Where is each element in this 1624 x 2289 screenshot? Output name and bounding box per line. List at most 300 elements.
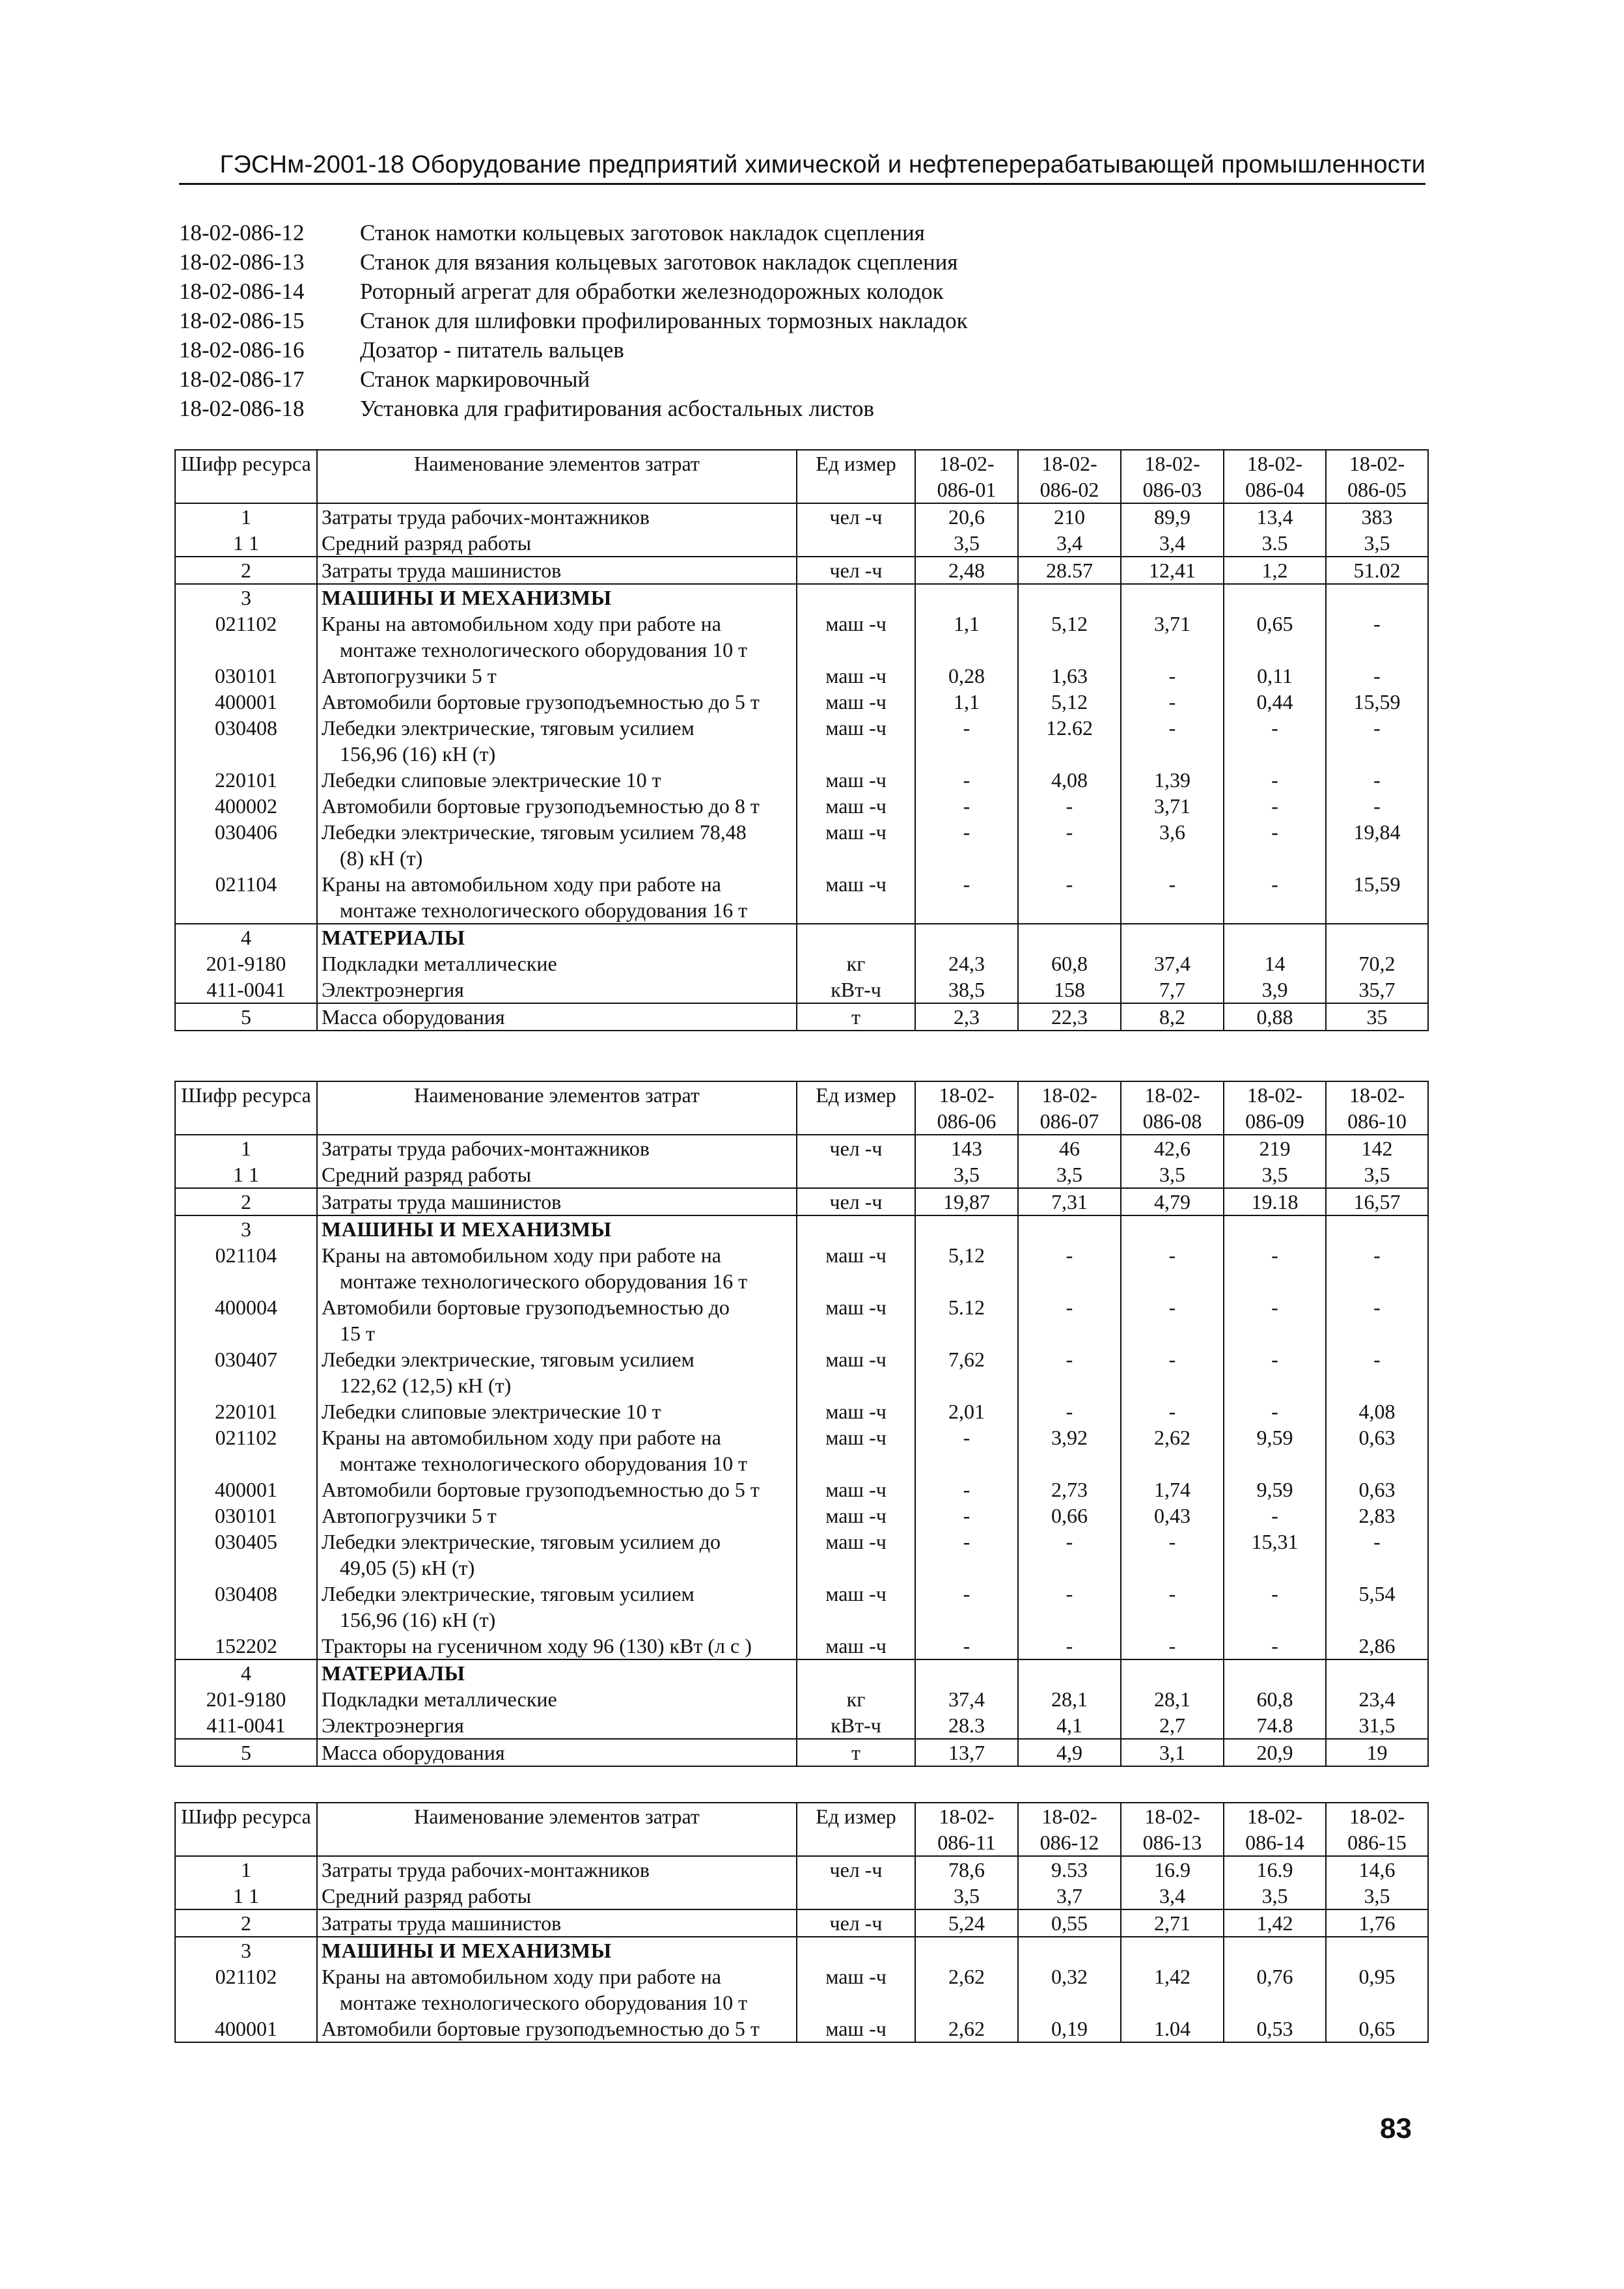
header-column-code-line: 18-02- (1349, 1083, 1405, 1107)
row-value: 0,43 (1121, 1503, 1224, 1529)
row-value: 20,9 (1224, 1739, 1326, 1766)
header-column-code (1018, 1803, 1121, 1856)
row-code: 2 (175, 557, 317, 584)
row-unit: маш -ч (797, 1633, 915, 1659)
row-name-continuation: монтаже технологического оборудования 10 т (340, 1452, 748, 1475)
table-row (175, 871, 1428, 924)
row-value: - (1018, 793, 1121, 819)
row-value (1224, 1215, 1326, 1242)
row-name-line: Автопогрузчики 5 т (322, 664, 497, 687)
row-value: 0,53 (1224, 2016, 1326, 2042)
row-value: 8,2 (1121, 1003, 1224, 1031)
row-unit (797, 1883, 915, 1909)
row-value: - (1018, 1529, 1121, 1581)
header-column-code-line: 18-02- (1041, 452, 1097, 475)
row-name-line: Лебедки электрические, тяговым усилием (322, 1348, 695, 1371)
row-value: 158 (1018, 977, 1121, 1003)
row-value: - (1224, 1242, 1326, 1294)
row-unit: маш -ч (797, 767, 915, 793)
row-value: 1,1 (915, 611, 1018, 663)
row-name-line: МАШИНЫ И МЕХАНИЗМЫ (322, 1217, 612, 1241)
row-value: 37,4 (1121, 950, 1224, 977)
row-value (1018, 1215, 1121, 1242)
row-value: 15,59 (1326, 871, 1428, 924)
row-value: 2,62 (915, 1963, 1018, 2016)
row-name-line: Краны на автомобильном ходу при работе на (322, 1243, 721, 1267)
row-name (317, 1686, 797, 1712)
row-name-line: Масса оборудования (322, 1005, 505, 1029)
row-value: - (915, 715, 1018, 767)
row-value: 12,41 (1121, 557, 1224, 584)
row-value: 28,1 (1121, 1686, 1224, 1712)
list-item-text: Дозатор - питатель вальцев (360, 337, 624, 363)
row-code: 400001 (175, 2016, 317, 2042)
header-column-code (1018, 1081, 1121, 1135)
row-value: 1,2 (1224, 557, 1326, 584)
header-column-code-line: 18-02- (1041, 1805, 1097, 1828)
table-header-row (175, 1081, 1428, 1135)
row-value: 1,74 (1121, 1477, 1224, 1503)
list-item-code: 18-02-086-13 (179, 249, 305, 275)
header-column-code-line: 086-07 (1039, 1109, 1099, 1133)
header-column-code-line: 086-14 (1245, 1831, 1304, 1854)
row-value (1224, 924, 1326, 950)
row-name (317, 1529, 797, 1581)
row-value: 78,6 (915, 1856, 1018, 1883)
row-value: 3,71 (1121, 793, 1224, 819)
row-unit (797, 1937, 915, 1963)
row-value: 19 (1326, 1739, 1428, 1766)
row-value: 60,8 (1224, 1686, 1326, 1712)
row-value: 0,76 (1224, 1963, 1326, 2016)
row-value (1121, 1215, 1224, 1242)
row-unit (797, 530, 915, 557)
row-value: 15,59 (1326, 689, 1428, 715)
header-code: Шифр ресурса (175, 1803, 317, 1856)
row-value: 143 (915, 1135, 1018, 1161)
row-value: - (1121, 1529, 1224, 1581)
section-row (175, 1215, 1428, 1242)
row-name-line: Затраты труда машинистов (322, 1911, 562, 1935)
row-value: 3.5 (1224, 530, 1326, 557)
row-value: 13,4 (1224, 503, 1326, 530)
row-value: 5,24 (915, 1909, 1018, 1937)
table-row (175, 1856, 1428, 1883)
row-unit: чел -ч (797, 503, 915, 530)
table-row (175, 1712, 1428, 1739)
row-value: 51.02 (1326, 557, 1428, 584)
row-name-line: Затраты труда рабочих-монтажников (322, 505, 650, 529)
table-row (175, 1294, 1428, 1346)
row-unit (797, 1215, 915, 1242)
row-value: 9,59 (1224, 1424, 1326, 1477)
header-column-code-line: 18-02- (939, 1805, 995, 1828)
row-value: - (1326, 767, 1428, 793)
row-value (1224, 584, 1326, 611)
row-name (317, 1161, 797, 1188)
header-column-code (1326, 1803, 1428, 1856)
row-value: - (1224, 1503, 1326, 1529)
row-value: 0,66 (1018, 1503, 1121, 1529)
row-name (317, 1581, 797, 1633)
row-value: 142 (1326, 1135, 1428, 1161)
row-unit: маш -ч (797, 871, 915, 924)
row-unit: маш -ч (797, 1529, 915, 1581)
row-value: 4,9 (1018, 1739, 1121, 1766)
table-row (175, 715, 1428, 767)
row-code: 1 (175, 503, 317, 530)
row-value: - (1326, 1242, 1428, 1294)
row-value: - (1326, 1346, 1428, 1398)
row-value: 16.9 (1224, 1856, 1326, 1883)
resource-table-2 (174, 1081, 1429, 1767)
row-value: 0,65 (1224, 611, 1326, 663)
table-row (175, 1003, 1428, 1031)
section-row (175, 584, 1428, 611)
row-name-line: Подкладки металлические (322, 952, 557, 975)
header-name: Наименование элементов затрат (317, 450, 797, 503)
row-value (1326, 1937, 1428, 1963)
row-value: 7,7 (1121, 977, 1224, 1003)
row-value: 3,6 (1121, 819, 1224, 871)
header-column-code (1018, 450, 1121, 503)
row-unit: маш -ч (797, 1963, 915, 2016)
row-value: 2,62 (1121, 1424, 1224, 1477)
row-value: 1.04 (1121, 2016, 1224, 2042)
header-column-code (1326, 450, 1428, 503)
row-name-continuation: монтаже технологического оборудования 10 т (340, 638, 748, 661)
header-column-code-line: 18-02- (939, 1083, 995, 1107)
row-value: - (1224, 715, 1326, 767)
row-value: - (1326, 611, 1428, 663)
row-value: 5,12 (1018, 689, 1121, 715)
row-value: 5,12 (915, 1242, 1018, 1294)
row-name (317, 950, 797, 977)
row-name (317, 1477, 797, 1503)
row-name-line: МАШИНЫ И МЕХАНИЗМЫ (322, 586, 612, 609)
row-value: 0,65 (1326, 2016, 1428, 2042)
table-row (175, 1529, 1428, 1581)
row-value: - (1326, 663, 1428, 689)
row-value: 19,84 (1326, 819, 1428, 871)
header-column-code-line: 086-02 (1039, 478, 1099, 501)
row-value: 0,32 (1018, 1963, 1121, 2016)
table-row (175, 2016, 1428, 2042)
row-value (1326, 1659, 1428, 1686)
row-unit (797, 924, 915, 950)
row-value: 0,19 (1018, 2016, 1121, 2042)
row-unit: маш -ч (797, 663, 915, 689)
table-row (175, 1346, 1428, 1398)
row-name (317, 1937, 797, 1963)
row-value: 0,88 (1224, 1003, 1326, 1031)
row-value: 46 (1018, 1135, 1121, 1161)
row-name (317, 1215, 797, 1242)
row-name (317, 1294, 797, 1346)
row-value: - (915, 819, 1018, 871)
row-value: - (1326, 1294, 1428, 1346)
row-name (317, 503, 797, 530)
page-number: 83 (1380, 2113, 1412, 2144)
list-item (179, 394, 968, 423)
row-value (1018, 1937, 1121, 1963)
table-row (175, 1909, 1428, 1937)
row-unit: кВт-ч (797, 1712, 915, 1739)
row-name (317, 1003, 797, 1031)
header-column-code-line: 086-01 (937, 478, 997, 501)
row-value: 3,4 (1018, 530, 1121, 557)
row-value: 24,3 (915, 950, 1018, 977)
row-value: 3,5 (1326, 530, 1428, 557)
row-value: 16,57 (1326, 1188, 1428, 1215)
row-name (317, 1424, 797, 1477)
row-value: - (1018, 1294, 1121, 1346)
row-value: 2,3 (915, 1003, 1018, 1031)
list-item-text: Установка для графитирования асбостальных листов (360, 396, 875, 421)
row-value: 1,63 (1018, 663, 1121, 689)
table-row (175, 1242, 1428, 1294)
row-value: - (1326, 793, 1428, 819)
row-value: - (1121, 1398, 1224, 1424)
row-value: - (1224, 819, 1326, 871)
row-value: 3,5 (1224, 1883, 1326, 1909)
row-value: 3,92 (1018, 1424, 1121, 1477)
table-row (175, 1398, 1428, 1424)
row-value: 0,11 (1224, 663, 1326, 689)
row-value (1121, 1937, 1224, 1963)
row-code: 411-0041 (175, 1712, 317, 1739)
table-header-row (175, 450, 1428, 503)
row-unit: маш -ч (797, 793, 915, 819)
table-row (175, 977, 1428, 1003)
row-value: 28.57 (1018, 557, 1121, 584)
header-column-code-line: 086-10 (1347, 1109, 1407, 1133)
row-unit: т (797, 1739, 915, 1766)
row-name-line: Средний разряд работы (322, 1163, 532, 1186)
row-unit: маш -ч (797, 689, 915, 715)
row-unit: чел -ч (797, 1909, 915, 1937)
row-value: 4,08 (1326, 1398, 1428, 1424)
row-value: - (1224, 871, 1326, 924)
table-row (175, 663, 1428, 689)
table-row (175, 557, 1428, 584)
header-name: Наименование элементов затрат (317, 1081, 797, 1135)
row-name-continuation: монтаже технологического оборудования 16 т (340, 898, 748, 922)
row-value: - (1121, 663, 1224, 689)
row-value: 3,7 (1018, 1883, 1121, 1909)
header-column-code (1121, 1803, 1224, 1856)
header-column-code-line: 18-02- (1246, 1805, 1303, 1828)
header-column-code (915, 1803, 1018, 1856)
row-name (317, 557, 797, 584)
row-code: 1 1 (175, 1883, 317, 1909)
table-row (175, 689, 1428, 715)
row-value: - (1018, 1242, 1121, 1294)
table-row (175, 1739, 1428, 1766)
row-name (317, 924, 797, 950)
row-value: - (1224, 1398, 1326, 1424)
row-value: 74.8 (1224, 1712, 1326, 1739)
row-code: 021104 (175, 871, 317, 924)
row-value: - (915, 1581, 1018, 1633)
row-value: 35 (1326, 1003, 1428, 1031)
row-unit (797, 1659, 915, 1686)
row-name-line: Электроэнергия (322, 978, 464, 1001)
row-name (317, 1909, 797, 1937)
row-value: 0,55 (1018, 1909, 1121, 1937)
row-name-line: Электроэнергия (322, 1713, 464, 1737)
row-value: 1,1 (915, 689, 1018, 715)
row-value: 2,48 (915, 557, 1018, 584)
row-unit: маш -ч (797, 1424, 915, 1477)
row-value: - (1121, 715, 1224, 767)
row-value: - (915, 1633, 1018, 1659)
row-unit: маш -ч (797, 1477, 915, 1503)
section-row (175, 1659, 1428, 1686)
row-value: - (1121, 871, 1224, 924)
list-item (179, 247, 968, 277)
row-name (317, 1346, 797, 1398)
header-column-code-line: 18-02- (939, 452, 995, 475)
row-code: 1 (175, 1856, 317, 1883)
row-name-continuation: монтаже технологического оборудования 10 т (340, 1991, 748, 2014)
row-value: 3,5 (1224, 1161, 1326, 1188)
header-column-code-line: 18-02- (1349, 1805, 1405, 1828)
row-value (1326, 584, 1428, 611)
row-value: - (915, 871, 1018, 924)
row-value (1121, 1659, 1224, 1686)
row-code: 021104 (175, 1242, 317, 1294)
row-value: 19,87 (915, 1188, 1018, 1215)
row-value: 14 (1224, 950, 1326, 977)
row-unit: маш -ч (797, 1581, 915, 1633)
row-unit: т (797, 1003, 915, 1031)
row-value: - (915, 793, 1018, 819)
row-value (915, 1937, 1018, 1963)
header-column-code-line: 18-02- (1041, 1083, 1097, 1107)
row-value: 42,6 (1121, 1135, 1224, 1161)
row-value: 2,71 (1121, 1909, 1224, 1937)
resource-table-1 (174, 449, 1429, 1031)
row-value: 2,86 (1326, 1633, 1428, 1659)
row-unit: маш -ч (797, 611, 915, 663)
row-name-line: Автомобили бортовые грузоподъемностью до 5 т (322, 2017, 760, 2040)
row-name (317, 1135, 797, 1161)
row-value: 3,5 (915, 1161, 1018, 1188)
table-row (175, 503, 1428, 530)
row-value: 19.18 (1224, 1188, 1326, 1215)
row-code: 3 (175, 584, 317, 611)
row-value: - (1121, 1346, 1224, 1398)
row-value: 7,31 (1018, 1188, 1121, 1215)
row-value: - (1018, 871, 1121, 924)
header-column-code (1121, 1081, 1224, 1135)
table-header-row (175, 1803, 1428, 1856)
row-value: 2,7 (1121, 1712, 1224, 1739)
table-row (175, 1581, 1428, 1633)
row-value: 2,62 (915, 2016, 1018, 2042)
header-column-code (915, 450, 1018, 503)
row-value: - (1224, 1581, 1326, 1633)
table-row (175, 1883, 1428, 1909)
row-value: 4,1 (1018, 1712, 1121, 1739)
row-unit: чел -ч (797, 557, 915, 584)
row-code: 4 (175, 1659, 317, 1686)
row-value: - (1121, 1633, 1224, 1659)
row-code: 030405 (175, 1529, 317, 1581)
row-code: 030407 (175, 1346, 317, 1398)
row-unit (797, 584, 915, 611)
header-column-code-line: 086-03 (1142, 478, 1202, 501)
row-code: 2 (175, 1909, 317, 1937)
row-name-line: Средний разряд работы (322, 531, 532, 555)
row-value: - (1224, 1633, 1326, 1659)
row-value: 0,63 (1326, 1424, 1428, 1477)
row-code: 2 (175, 1188, 317, 1215)
list-item-text: Станок маркировочный (360, 367, 590, 392)
row-name (317, 819, 797, 871)
header-column-code-line: 086-12 (1039, 1831, 1099, 1854)
row-unit (797, 1161, 915, 1188)
row-value (1326, 924, 1428, 950)
row-value: 3,5 (915, 1883, 1018, 1909)
row-name (317, 663, 797, 689)
row-value: 4,08 (1018, 767, 1121, 793)
row-value: - (1018, 1633, 1121, 1659)
row-value: 383 (1326, 503, 1428, 530)
header-column-code-line: 18-02- (1144, 1805, 1200, 1828)
row-name-line: Тракторы на гусеничном ходу 96 (130) кВт (л с ) (322, 1634, 752, 1658)
row-code: 400001 (175, 689, 317, 715)
row-name-line: МАТЕРИАЛЫ (322, 1661, 465, 1685)
row-name (317, 611, 797, 663)
row-value: 14,6 (1326, 1856, 1428, 1883)
row-name-line: Средний разряд работы (322, 1884, 532, 1908)
row-name-line: Лебедки электрические, тяговым усилием до (322, 1530, 721, 1553)
header-column-code (1224, 1803, 1326, 1856)
row-code: 201-9180 (175, 950, 317, 977)
table-row (175, 1477, 1428, 1503)
row-value: - (1018, 819, 1121, 871)
header-unit: Ед измер (797, 450, 915, 503)
row-value: 13,7 (915, 1739, 1018, 1766)
header-column-code-line: 086-11 (937, 1831, 996, 1854)
row-name (317, 689, 797, 715)
row-name (317, 530, 797, 557)
row-code: 201-9180 (175, 1686, 317, 1712)
row-code: 400001 (175, 1477, 317, 1503)
table-row (175, 1188, 1428, 1215)
row-value: - (915, 1424, 1018, 1477)
row-value: - (1121, 1242, 1224, 1294)
header-code: Шифр ресурса (175, 1081, 317, 1135)
row-code: 021102 (175, 1424, 317, 1477)
row-unit: чел -ч (797, 1856, 915, 1883)
row-value: - (1224, 793, 1326, 819)
row-name-line: Автомобили бортовые грузоподъемностью до (322, 1296, 730, 1319)
row-code: 1 1 (175, 1161, 317, 1188)
row-code: 1 1 (175, 530, 317, 557)
row-code: 030408 (175, 715, 317, 767)
list-item (179, 365, 968, 394)
header-column-code-line: 086-15 (1347, 1831, 1407, 1854)
row-value: 23,4 (1326, 1686, 1428, 1712)
row-unit: маш -ч (797, 1346, 915, 1398)
row-code: 5 (175, 1739, 317, 1766)
row-code: 030101 (175, 1503, 317, 1529)
header-code: Шифр ресурса (175, 450, 317, 503)
row-code: 400002 (175, 793, 317, 819)
